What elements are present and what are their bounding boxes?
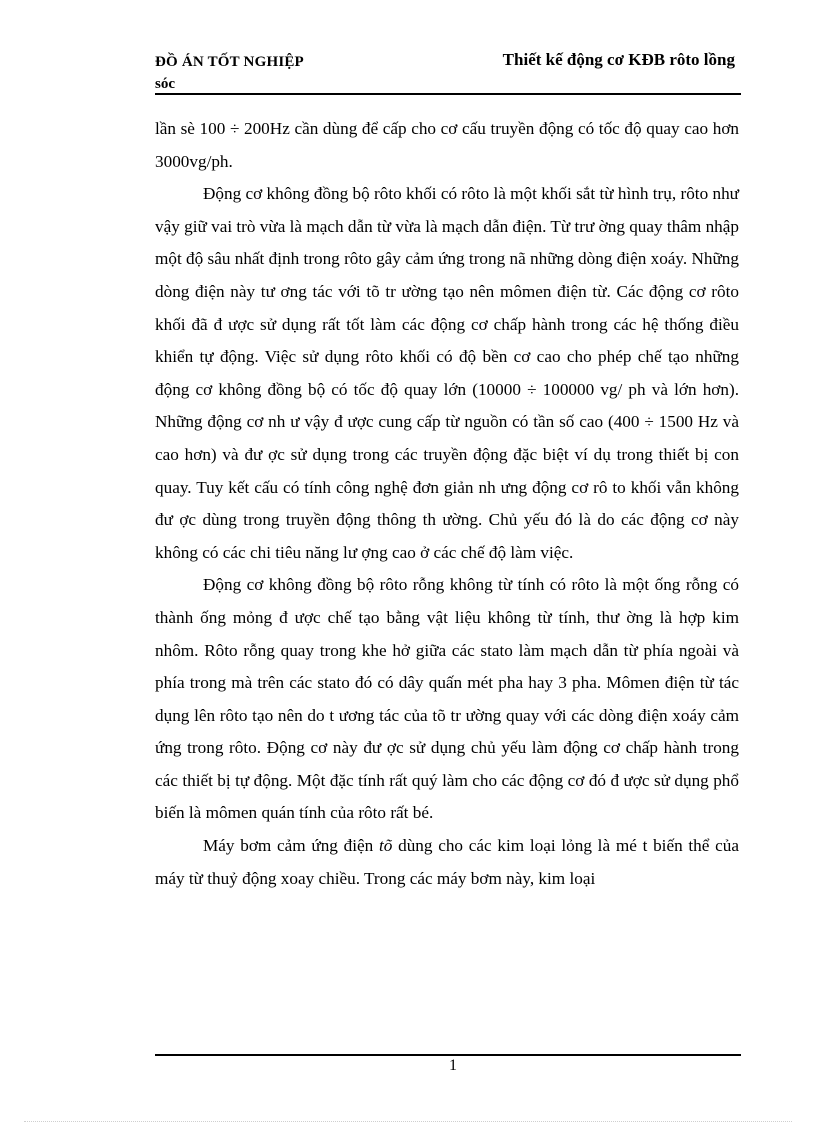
- pump-text-start: Máy bơm cảm ứng điện: [203, 836, 379, 856]
- page-number: 1: [449, 1057, 457, 1074]
- header-right-title: Thiết kế động cơ KĐB rôto lồng: [502, 50, 735, 69]
- paragraph-continuation: lần sè 100 ÷ 200Hz cần dùng để cấp cho cơ cấu truyền động có tốc độ quay cao hơn 3000vg/ph.: [155, 119, 739, 171]
- header-left-title: ĐỒ ÁN TỐT NGHIỆP: [155, 54, 304, 70]
- pump-text-end: dùng cho các kim loại lỏng là mé t biến thể của máy từ thuỷ động xoay chiều. Trong các máy bơm này, kim loại: [155, 836, 739, 888]
- paragraph-induction-pump: [155, 830, 739, 895]
- paragraph-solid-rotor: Động cơ không đồng bộ rôto khối có rôto là một khối sắt từ hình trụ, rôto như vậy giữ vai trò vừa là mạch dẫn từ vừa là mạch dẫn điện. Từ trư ờng quay thâm nhập một độ sâu nhất định trong rôto gây cảm ứng trong nã những dòng điện xoáy. Những dòng điện này tư ơng tác với tõ tr ường tạo nên mômen điện từ. Các động cơ rôto khối đã đ ược sử dụng rất tốt làm các động cơ chấp hành trong các hệ thống điều khiển tự động. Việc sử dụng rôto khối có độ bền cơ cao cho phép chế tạo những động cơ không đồng bộ có tốc độ quay lớn (10000 ÷ 100000 vg/ ph và lớn hơn). Những động cơ nh ư vậy đ ược cung cấp từ nguồn có tần số cao (400 ÷ 1500 Hz và cao hơn) và đư ợc sử dụng trong các truyền động đặc biệt ví dụ trong thiết bị con quay. Tuy kết cấu có tính công nghệ đơn giản nh ưng động cơ rô to khối vẫn không đư ợc dùng trong truyền động thông th ường. Chủ yếu đó là do các động cơ này không có các chi tiêu năng lư ợng cao ở các chế độ làm việc.: [155, 184, 739, 562]
- header-divider: [155, 93, 741, 95]
- page-bottom-border: [24, 1121, 792, 1122]
- header-title-continuation: sóc: [155, 76, 175, 92]
- page-header: [155, 50, 741, 94]
- pump-italic-word: tõ: [378, 836, 393, 856]
- body-text: [155, 113, 739, 895]
- paragraph-hollow-rotor: Động cơ không đồng bộ rôto rỗng không từ tính có rôto là một ống rỗng có thành ống mỏng đ ược chế tạo bằng vật liệu không từ tính, thư ờng là hợp kim nhôm. Rôto rỗng quay trong khe hở giữa các stato làm mạch dẫn từ phía ngoài và phía trong mà trên các stato đó có dây quấn mét pha hay 3 pha. Mômen điện từ tác dụng lên rôto tạo nên do t ương tác của tõ tr ường quay với các dòng điện xoáy cảm ứng trong rôto. Động cơ này đư ợc sử dụng chủ yếu làm động cơ chấp hành trong các thiết bị tự động. Một đặc tính rất quý làm cho các động cơ đó đ ược sử dụng phổ biến là mômen quán tính của rôto rất bé.: [155, 575, 739, 823]
